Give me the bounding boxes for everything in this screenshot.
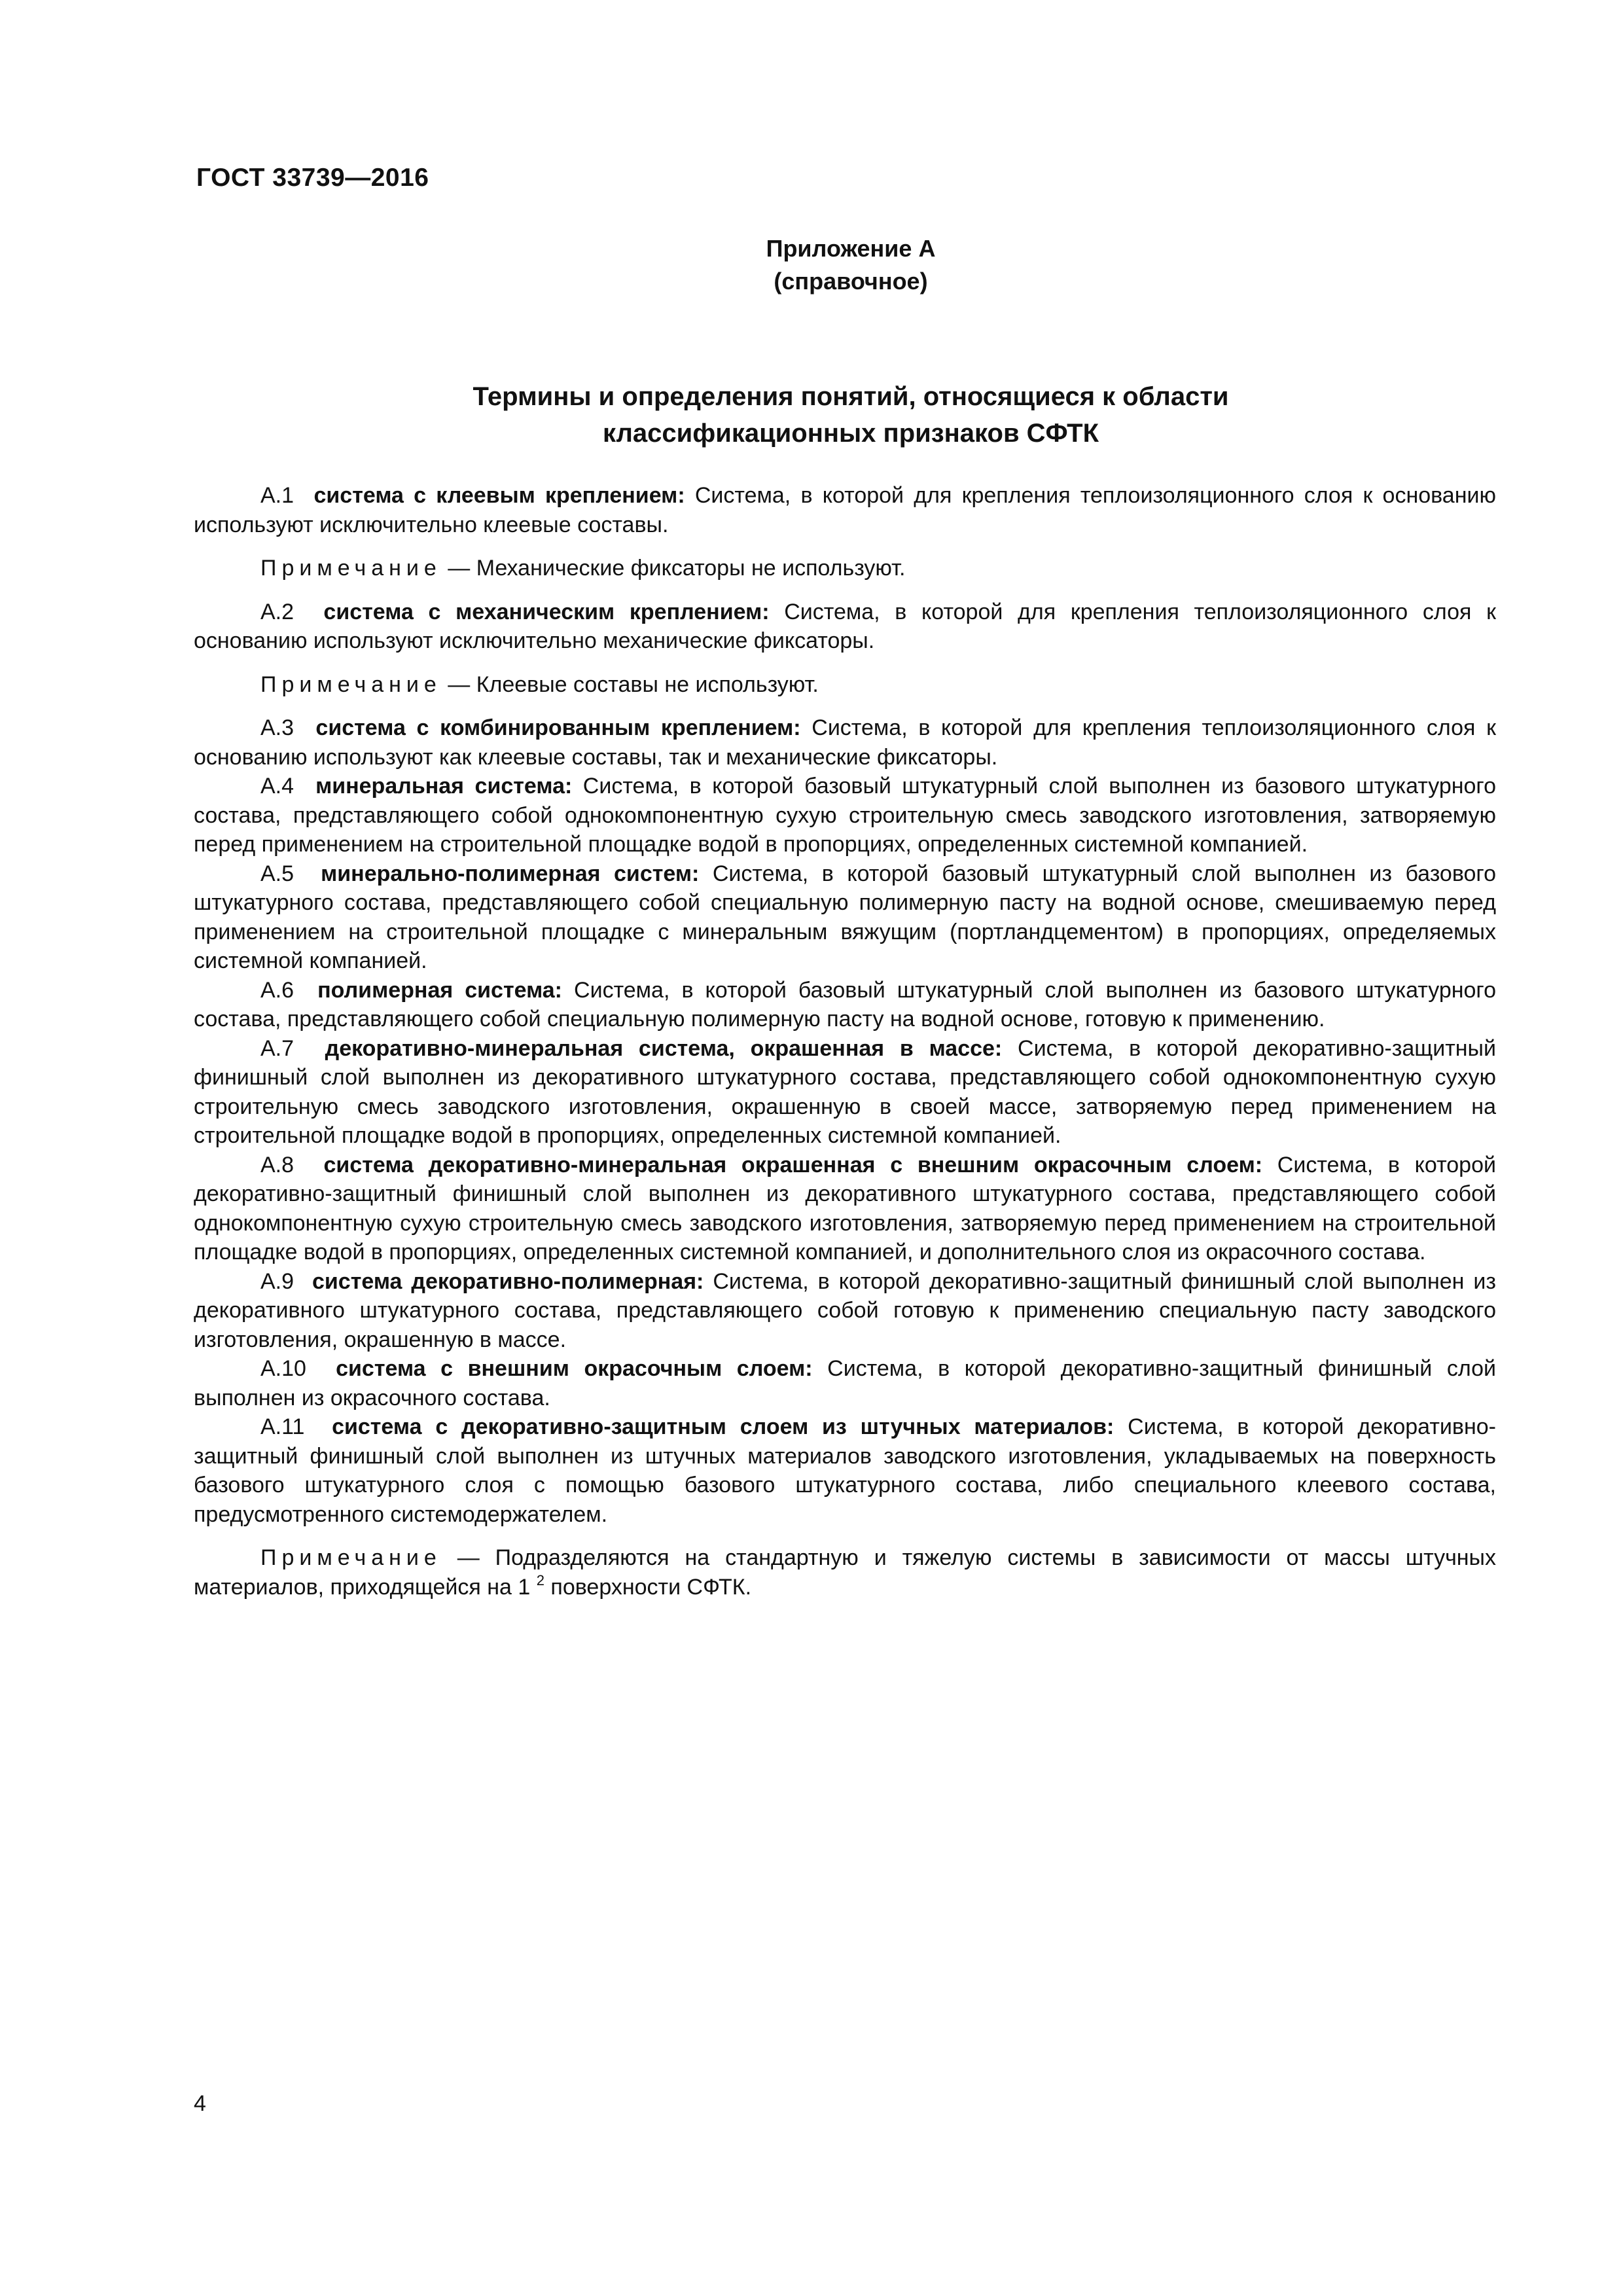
note-3	[194, 1543, 1496, 1602]
note-label: Примечание	[260, 556, 442, 581]
note-1	[194, 554, 1496, 583]
term-number: А.9	[260, 1268, 294, 1294]
note-text: — Клеевые составы не используют.	[441, 672, 819, 697]
section-title	[294, 378, 1407, 452]
term-number: А.4	[260, 774, 294, 798]
term-number: А.1	[260, 483, 294, 508]
note-text-end: поверхности СФТК.	[544, 1574, 752, 1600]
term-a8	[194, 1151, 1496, 1267]
term-name: система с внешним окрасочным слоем:	[336, 1356, 813, 1381]
term-definition: Система, в которой декоративно-защитный финишный слой выполнен из окрасочного состава.	[194, 1356, 1496, 1410]
note-text: — Механические фиксаторы не используют.	[441, 556, 906, 581]
term-name: минерально-полимерная систем:	[321, 861, 700, 886]
term-name: система декоративно-полимерная:	[312, 1268, 704, 1294]
term-a7	[194, 1034, 1496, 1151]
appendix-title: Приложение А	[766, 235, 936, 262]
term-name: полимерная система:	[317, 977, 562, 1003]
term-a11	[194, 1412, 1496, 1529]
term-number: А.6	[260, 977, 294, 1003]
term-definition: Система, в которой для крепления теплоизоляционного слоя к основанию используют исключительно клеевые составы.	[194, 483, 1496, 537]
term-a5	[194, 859, 1496, 976]
term-number: А.10	[260, 1356, 306, 1381]
term-definition: Система, в которой декоративно-защитный финишный слой выполнен из декоративного штукатурного состава, представляющего собой однокомпонентную сухую строительную смесь заводского изготовления, затворяемую перед применением на строительной площадке водой в пропорциях, определенных системной компанией, и дополнительного слоя из окрасочного состава.	[194, 1152, 1496, 1265]
appendix-type: (справочное)	[774, 268, 928, 295]
term-definition: Система, в которой декоративно-защитный финишный слой выполнен из декоративного штукатурного состава, представляющего собой готовую к применению специальную пасту заводского изготовления, окрашенную в массе.	[194, 1268, 1496, 1352]
note-text: — Подразделяются на стандартную и тяжелую системы в зависимости от массы штучных материалов, приходящейся на 1	[194, 1545, 1496, 1600]
term-a2	[194, 598, 1496, 656]
term-definition: Система, в которой базовый штукатурный слой выполнен из базового штукатурного состава, представляющего собой специальную полимерную пасту на водной основе, смешиваемую перед применением на строительной площадке с минеральным вяжущим (портландцементом) в пропорциях, определяемых системной компанией.	[194, 861, 1496, 973]
term-name: система с декоративно-защитным слоем из штучных материалов:	[332, 1414, 1115, 1439]
note-superscript: 2	[536, 1571, 544, 1588]
term-number: А.8	[260, 1152, 294, 1177]
term-number: А.5	[260, 861, 294, 886]
term-definition: Система, в которой декоративно-защитный финишный слой выполнен из штучных материалов заводского изготовления, укладываемых на поверхность базового штукатурного слоя с помощью базового штукатурного состава, либо специального клеевого состава, предусмотренного системодержателем.	[194, 1414, 1496, 1527]
term-a9	[194, 1267, 1496, 1355]
term-number: А.11	[260, 1414, 305, 1439]
term-number: А.7	[260, 1035, 294, 1061]
term-definition: Система, в которой декоративно-защитный финишный слой выполнен из декоративного штукатурного состава, представляющего собой однокомпонентную сухую строительную смесь заводского изготовления, окрашенную в своей массе, затворяемую перед применением на строительной площадке водой в пропорциях, определенных системной компанией.	[194, 1035, 1496, 1148]
terms-list	[194, 481, 1496, 1616]
term-a6	[194, 976, 1496, 1034]
term-number: А.3	[260, 715, 294, 740]
appendix-heading	[589, 232, 1113, 298]
term-name: система декоративно-минеральная окрашенная с внешним окрасочным слоем:	[323, 1152, 1263, 1177]
term-a4	[194, 772, 1496, 859]
term-name: система с механическим креплением:	[323, 599, 770, 624]
note-label: Примечание	[260, 1545, 442, 1570]
term-a10	[194, 1354, 1496, 1412]
page-number: 4	[194, 2091, 206, 2116]
term-number: А.2	[260, 599, 294, 624]
note-label: Примечание	[260, 672, 442, 697]
term-name: система с комбинированным креплением:	[315, 715, 801, 740]
term-definition: Система, в которой для крепления теплоизоляционного слоя к основанию используют исключительно механические фиксаторы.	[194, 599, 1496, 653]
section-title-line-1: Термины и определения понятий, относящиеся к области	[473, 382, 1229, 411]
term-a1	[194, 481, 1496, 539]
term-name: минеральная система:	[315, 774, 573, 798]
section-title-line-2: классификационных признаков СФТК	[602, 419, 1099, 448]
note-2	[194, 670, 1496, 700]
term-name: декоративно-минеральная система, окрашенная в массе:	[325, 1035, 1003, 1061]
term-name: система с клеевым креплением:	[313, 483, 685, 508]
term-definition: Система, в которой для крепления теплоизоляционного слоя к основанию используют как клеевые составы, так и механические фиксаторы.	[194, 715, 1496, 770]
term-definition: Система, в которой базовый штукатурный слой выполнен из базового штукатурного состава, представляющего собой однокомпонентную сухую строительную смесь заводского изготовления, затворяемую перед применением на строительной площадке водой в пропорциях, определенных системной компанией.	[194, 774, 1496, 857]
term-a3	[194, 713, 1496, 772]
term-definition: Система, в которой базовый штукатурный слой выполнен из базового штукатурного состава, представляющего собой специальную полимерную пасту на водной основе, готовую к применению.	[194, 977, 1496, 1031]
document-code: ГОСТ 33739—2016	[196, 164, 429, 192]
